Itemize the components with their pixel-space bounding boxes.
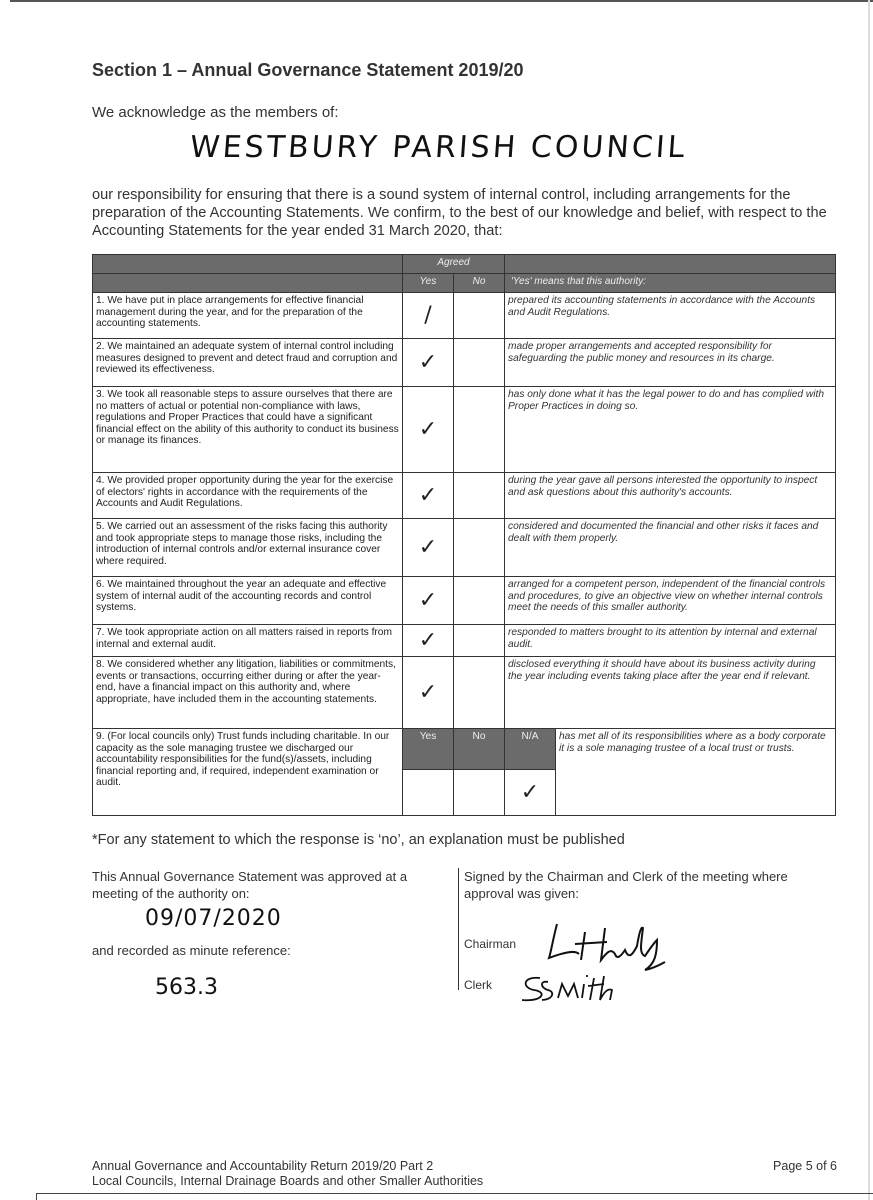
- means-text: arranged for a competent person, independent of the financial controls and procedures, to give an objective view on whether internal controls meet the needs of this smaller authority.: [505, 577, 836, 625]
- footer-vrule: [36, 1193, 37, 1200]
- scan-edge-top: [10, 0, 873, 6]
- yes-mark: ✓: [403, 387, 454, 473]
- header-agreed: Agreed: [403, 255, 505, 274]
- footer-line-2: Local Councils, Internal Drainage Boards and other Smaller Authorities: [92, 1174, 484, 1188]
- statement-row: [93, 387, 836, 473]
- clerk-signature-graphic: [518, 970, 628, 1006]
- header-blank-right: [505, 255, 836, 274]
- statement-text: 6. We maintained throughout the year an adequate and effective system of internal audit of the accounting records and control systems.: [93, 577, 403, 625]
- statement-text: 7. We took appropriate action on all matters raised in reports from internal and external audit.: [93, 625, 403, 657]
- statement-text: 1. We have put in place arrangements for effective financial management during the year, and for the preparation of the accounting statements.: [93, 293, 403, 339]
- yes-mark: ✓: [403, 339, 454, 387]
- header-row-agreed: [93, 255, 836, 274]
- trust-no-cell: [454, 770, 505, 816]
- statement-row: [93, 577, 836, 625]
- yes-mark: /: [403, 293, 454, 339]
- header-blank: [93, 255, 403, 274]
- statement-row: [93, 473, 836, 519]
- clerk-label: Clerk: [464, 978, 493, 992]
- signed-text: Signed by the Chairman and Clerk of the meeting where approval was given:: [464, 869, 788, 901]
- no-cell: [454, 625, 505, 657]
- no-cell: [454, 473, 505, 519]
- means-text: made proper arrangements and accepted responsibility for safeguarding the public money and resources in its charge.: [505, 339, 836, 387]
- means-text: considered and documented the financial and other risks it faces and dealt with them properly.: [505, 519, 836, 577]
- statement-row: [93, 657, 836, 729]
- chairman-signature-graphic: [545, 914, 675, 974]
- footer: [92, 1159, 483, 1189]
- yes-mark: ✓: [403, 625, 454, 657]
- statement-text: 8. We considered whether any litigation, liabilities or commitments, events or transactions, occurring either during or after the year-end, have a financial impact on this authority and, where appropriate, have included them in the accounting statements.: [93, 657, 403, 729]
- approval-date-handwritten: 09/07/2020: [145, 906, 282, 931]
- yes-mark: ✓: [403, 657, 454, 729]
- trust-header-na: N/A: [505, 729, 556, 770]
- statement-row: [93, 293, 836, 339]
- council-name-handwritten: WESTBURY PARISH COUNCIL: [188, 130, 689, 165]
- trust-yes-cell: [403, 770, 454, 816]
- means-text: during the year gave all persons interested the opportunity to inspect and ask questions about this authority's accounts.: [505, 473, 836, 519]
- no-cell: [454, 339, 505, 387]
- header-blank-2: [93, 274, 403, 293]
- statement-row: [93, 625, 836, 657]
- approval-text: This Annual Governance Statement was approved at a meeting of the authority on:: [92, 869, 408, 901]
- statement-text: 5. We carried out an assessment of the risks facing this authority and took appropriate steps to manage those risks, including the introduction of internal controls and/or external insurance cover where required.: [93, 519, 403, 577]
- footnote: *For any statement to which the response is ‘no’, an explanation must be published: [92, 832, 625, 848]
- footer-rule: [36, 1193, 873, 1194]
- header-yes: Yes: [403, 274, 454, 293]
- statement-text: 2. We maintained an adequate system of internal control including measures designed to prevent and detect fraud and corruption and reviewed its effectiveness.: [93, 339, 403, 387]
- means-text: prepared its accounting statements in accordance with the Accounts and Audit Regulations.: [505, 293, 836, 339]
- yes-mark: ✓: [403, 519, 454, 577]
- trust-statement-text: 9. (For local councils only) Trust funds including charitable. In our capacity as the sole managing trustee we discharged our accountability responsibilities for the fund(s)/assets, including financial reporting and, if required, independent examination or audit.: [93, 729, 403, 816]
- minute-reference-label: and recorded as minute reference:: [92, 943, 291, 958]
- clerk-signature: [518, 970, 628, 1010]
- trust-na-mark: ✓: [505, 770, 556, 816]
- yes-mark: ✓: [403, 577, 454, 625]
- means-text: responded to matters brought to its attention by internal and external audit.: [505, 625, 836, 657]
- statement-text: 3. We took all reasonable steps to assure ourselves that there are no matters of actual or potential non-compliance with laws, regulations and Proper Practices that could have a significant financial effect on the ability of this authority to conduct its business or manage its finances.: [93, 387, 403, 473]
- no-cell: [454, 293, 505, 339]
- chairman-label: Chairman: [464, 937, 517, 951]
- means-text: has only done what it has the legal power to do and has complied with Proper Practices in doing so.: [505, 387, 836, 473]
- scan-edge-right: [868, 0, 870, 1200]
- no-cell: [454, 577, 505, 625]
- statement-text: 4. We provided proper opportunity during the year for the exercise of electors' rights in accordance with the requirements of the Accounts and Audit Regulations.: [93, 473, 403, 519]
- no-cell: [454, 519, 505, 577]
- yes-mark: ✓: [403, 473, 454, 519]
- governance-table: [92, 254, 836, 816]
- header-row-yes-no: [93, 274, 836, 293]
- chairman-signature: [545, 914, 675, 978]
- means-text: disclosed everything it should have about its business activity during the year including events taking place after the year end if relevant.: [505, 657, 836, 729]
- no-cell: [454, 657, 505, 729]
- section-title: Section 1 – Annual Governance Statement 2019/20: [92, 60, 524, 80]
- minute-reference-handwritten: 563.3: [155, 975, 218, 1000]
- footer-line-1: Annual Governance and Accountability Return 2019/20 Part 2: [92, 1159, 434, 1173]
- header-means: 'Yes' means that this authority:: [505, 274, 836, 293]
- trust-means-text: has met all of its responsibilities where as a body corporate it is a sole managing trustee of a local trust or trusts.: [556, 729, 836, 816]
- trust-header-no: No: [454, 729, 505, 770]
- intro-paragraph: our responsibility for ensuring that there is a sound system of internal control, including arrangements for the preparation of the Accounting Statements. We confirm, to the best of our knowledge and belief, with respect to the Accounting Statements for the year ended 31 March 2020, that:: [92, 187, 827, 239]
- statement-row: [93, 519, 836, 577]
- trust-row-header: [93, 729, 836, 770]
- page-number: Page 5 of 6: [773, 1159, 837, 1173]
- statement-row: [93, 339, 836, 387]
- no-cell: [454, 387, 505, 473]
- trust-header-yes: Yes: [403, 729, 454, 770]
- acknowledge-text: We acknowledge as the members of:: [92, 104, 339, 121]
- header-no: No: [454, 274, 505, 293]
